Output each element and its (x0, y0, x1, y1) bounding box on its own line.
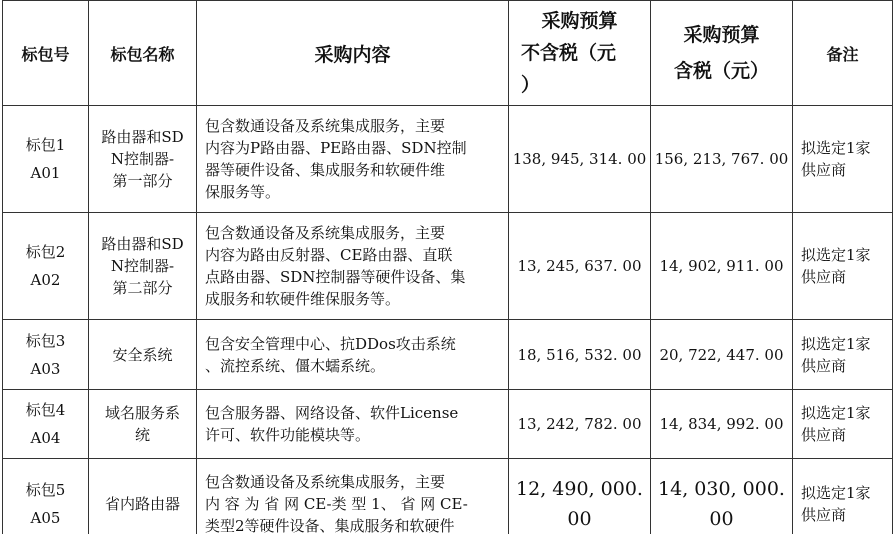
header-package-name: 标包名称 (89, 1, 197, 106)
table-row (3, 213, 893, 320)
cell-procurement-content-line: 、流控系统、僵木蠕系统。 (205, 356, 386, 375)
cell-procurement-content (197, 106, 509, 213)
cell-procurement-content-line: 包含服务器、网络设备、软件License (205, 404, 459, 422)
cell-package-id (3, 320, 89, 390)
cell-procurement-content (197, 459, 509, 534)
cell-note-line: 拟选定1家 (801, 404, 871, 422)
cell-budget-inc-tax (651, 106, 793, 213)
cell-package-id-line: 标包4 (25, 401, 66, 419)
cell-budget-ex-tax-line: 138, 945, 314. 00 (512, 150, 647, 168)
cell-procurement-content-line: 包含数通设备及系统集成服务，主要 (205, 224, 446, 242)
cell-budget-inc-tax (651, 459, 793, 534)
cell-package-id (3, 390, 89, 459)
table-body (3, 106, 893, 534)
header-budget-ex-line1: 采购预算 (541, 10, 618, 32)
cell-procurement-content (197, 213, 509, 320)
header-budget-inc-tax (651, 1, 793, 106)
cell-procurement-content-line: 内容为路由反射器、CE路由器、直联 (205, 246, 453, 264)
cell-package-id-line: A05 (30, 508, 61, 527)
cell-budget-inc-tax-line: 20, 722, 447. 00 (659, 345, 784, 364)
cell-package-name-line: 安全系统 (112, 345, 173, 364)
cell-note-line: 供应商 (801, 356, 847, 375)
cell-note (793, 459, 893, 534)
cell-procurement-content (197, 390, 509, 459)
cell-package-id-line: A02 (30, 271, 61, 289)
cell-procurement-content-line: 包含数通设备及系统集成服务，主要 (205, 472, 446, 491)
cell-note-line: 拟选定1家 (801, 246, 871, 264)
header-budget-inc-line1: 采购预算 (683, 24, 760, 46)
cell-package-name-line: 路由器和SD (101, 235, 184, 253)
cell-package-name-line: 省内路由器 (104, 494, 180, 513)
cell-package-id (3, 459, 89, 534)
cell-package-id-line: 标包3 (25, 331, 66, 350)
cell-package-name (89, 106, 197, 213)
cell-procurement-content-line: 包含安全管理中心、抗DDos攻击系统 (205, 334, 456, 353)
header-budget-ex-line2: 不含税（元 (521, 42, 617, 64)
cell-note (793, 106, 893, 213)
cell-note-line: 供应商 (801, 268, 847, 286)
cell-procurement-content-line: 保服务等。 (205, 183, 281, 201)
cell-package-name-line: 统 (134, 426, 150, 444)
cell-procurement-content-line: 类型2等硬件设备、集成服务和软硬件 (205, 516, 455, 534)
cell-budget-inc-tax (651, 213, 793, 320)
cell-package-id-line: A01 (30, 164, 61, 182)
cell-budget-inc-tax-line: 14, 030, 000. (658, 477, 785, 500)
cell-budget-ex-tax (509, 106, 651, 213)
cell-budget-inc-tax-line: 156, 213, 767. 00 (654, 150, 789, 168)
cell-package-name (89, 459, 197, 534)
cell-budget-ex-tax-line: 13, 242, 782. 00 (517, 415, 642, 433)
cell-budget-inc-tax (651, 320, 793, 390)
header-note: 备注 (793, 1, 893, 106)
cell-note (793, 320, 893, 390)
cell-package-name (89, 320, 197, 390)
header-budget-ex-tax (509, 1, 651, 106)
cell-budget-ex-tax-line: 18, 516, 532. 00 (517, 345, 642, 364)
cell-package-name-line: N控制器- (110, 257, 175, 275)
cell-note-line: 拟选定1家 (801, 139, 871, 157)
cell-package-name-line: 第二部分 (112, 279, 173, 297)
cell-budget-inc-tax-line: 14, 834, 992. 00 (659, 415, 784, 433)
cell-budget-ex-tax (509, 390, 651, 459)
cell-package-name (89, 390, 197, 459)
cell-budget-inc-tax-line: 00 (709, 507, 734, 530)
table-row (3, 106, 893, 213)
cell-note-line: 拟选定1家 (801, 334, 871, 353)
cell-package-id-line: 标包1 (25, 136, 66, 154)
cell-package-name-line: N控制器- (110, 150, 175, 168)
cell-package-id (3, 106, 89, 213)
cell-package-name-line: 域名服务系 (104, 404, 180, 422)
cell-budget-ex-tax-line: 12, 490, 000. (516, 477, 643, 500)
cell-package-name-line: 第一部分 (112, 172, 173, 190)
cell-budget-ex-tax (509, 459, 651, 534)
table-row (3, 459, 893, 534)
cell-budget-ex-tax-line: 13, 245, 637. 00 (517, 257, 642, 275)
cell-procurement-content-line: 点路由器、SDN控制器等硬件设备、集 (205, 268, 466, 286)
cell-note-line: 拟选定1家 (801, 483, 871, 502)
header-procurement-content: 采购内容 (197, 1, 509, 106)
cell-budget-inc-tax-line: 14, 902, 911. 00 (659, 257, 784, 275)
cell-package-name (89, 213, 197, 320)
cell-budget-inc-tax (651, 390, 793, 459)
cell-procurement-content-line: 内 容 为 省 网 CE-类 型 1、 省 网 CE- (205, 494, 468, 513)
cell-note (793, 213, 893, 320)
cell-package-id (3, 213, 89, 320)
table-row (3, 320, 893, 390)
cell-procurement-content-line: 内容为P路由器、PE路由器、SDN控制 (205, 139, 467, 157)
header-budget-ex-line3: ） (521, 74, 541, 96)
table-header-row (3, 1, 893, 106)
procurement-budget-table (2, 0, 893, 534)
cell-note-line: 供应商 (801, 161, 847, 179)
header-budget-inc-line2: 含税（元） (673, 60, 769, 82)
header-package-id: 标包号 (3, 1, 89, 106)
cell-note-line: 供应商 (801, 426, 847, 444)
cell-package-id-line: 标包5 (25, 480, 66, 499)
cell-procurement-content-line: 许可、软件功能模块等。 (205, 426, 371, 444)
cell-budget-ex-tax-line: 00 (567, 507, 592, 530)
cell-package-id-line: A03 (30, 359, 61, 378)
cell-procurement-content-line: 成服务和软硬件维保服务等。 (205, 290, 401, 308)
cell-procurement-content-line: 器等硬件设备、集成服务和软硬件维 (205, 161, 446, 179)
cell-procurement-content (197, 320, 509, 390)
cell-note-line: 供应商 (801, 505, 847, 524)
cell-procurement-content-line: 包含数通设备及系统集成服务，主要 (205, 117, 446, 135)
cell-package-name-line: 路由器和SD (101, 128, 184, 146)
cell-note (793, 390, 893, 459)
cell-budget-ex-tax (509, 320, 651, 390)
cell-package-id-line: A04 (30, 429, 61, 447)
table-row (3, 390, 893, 459)
cell-package-id-line: 标包2 (25, 243, 66, 261)
cell-budget-ex-tax (509, 213, 651, 320)
